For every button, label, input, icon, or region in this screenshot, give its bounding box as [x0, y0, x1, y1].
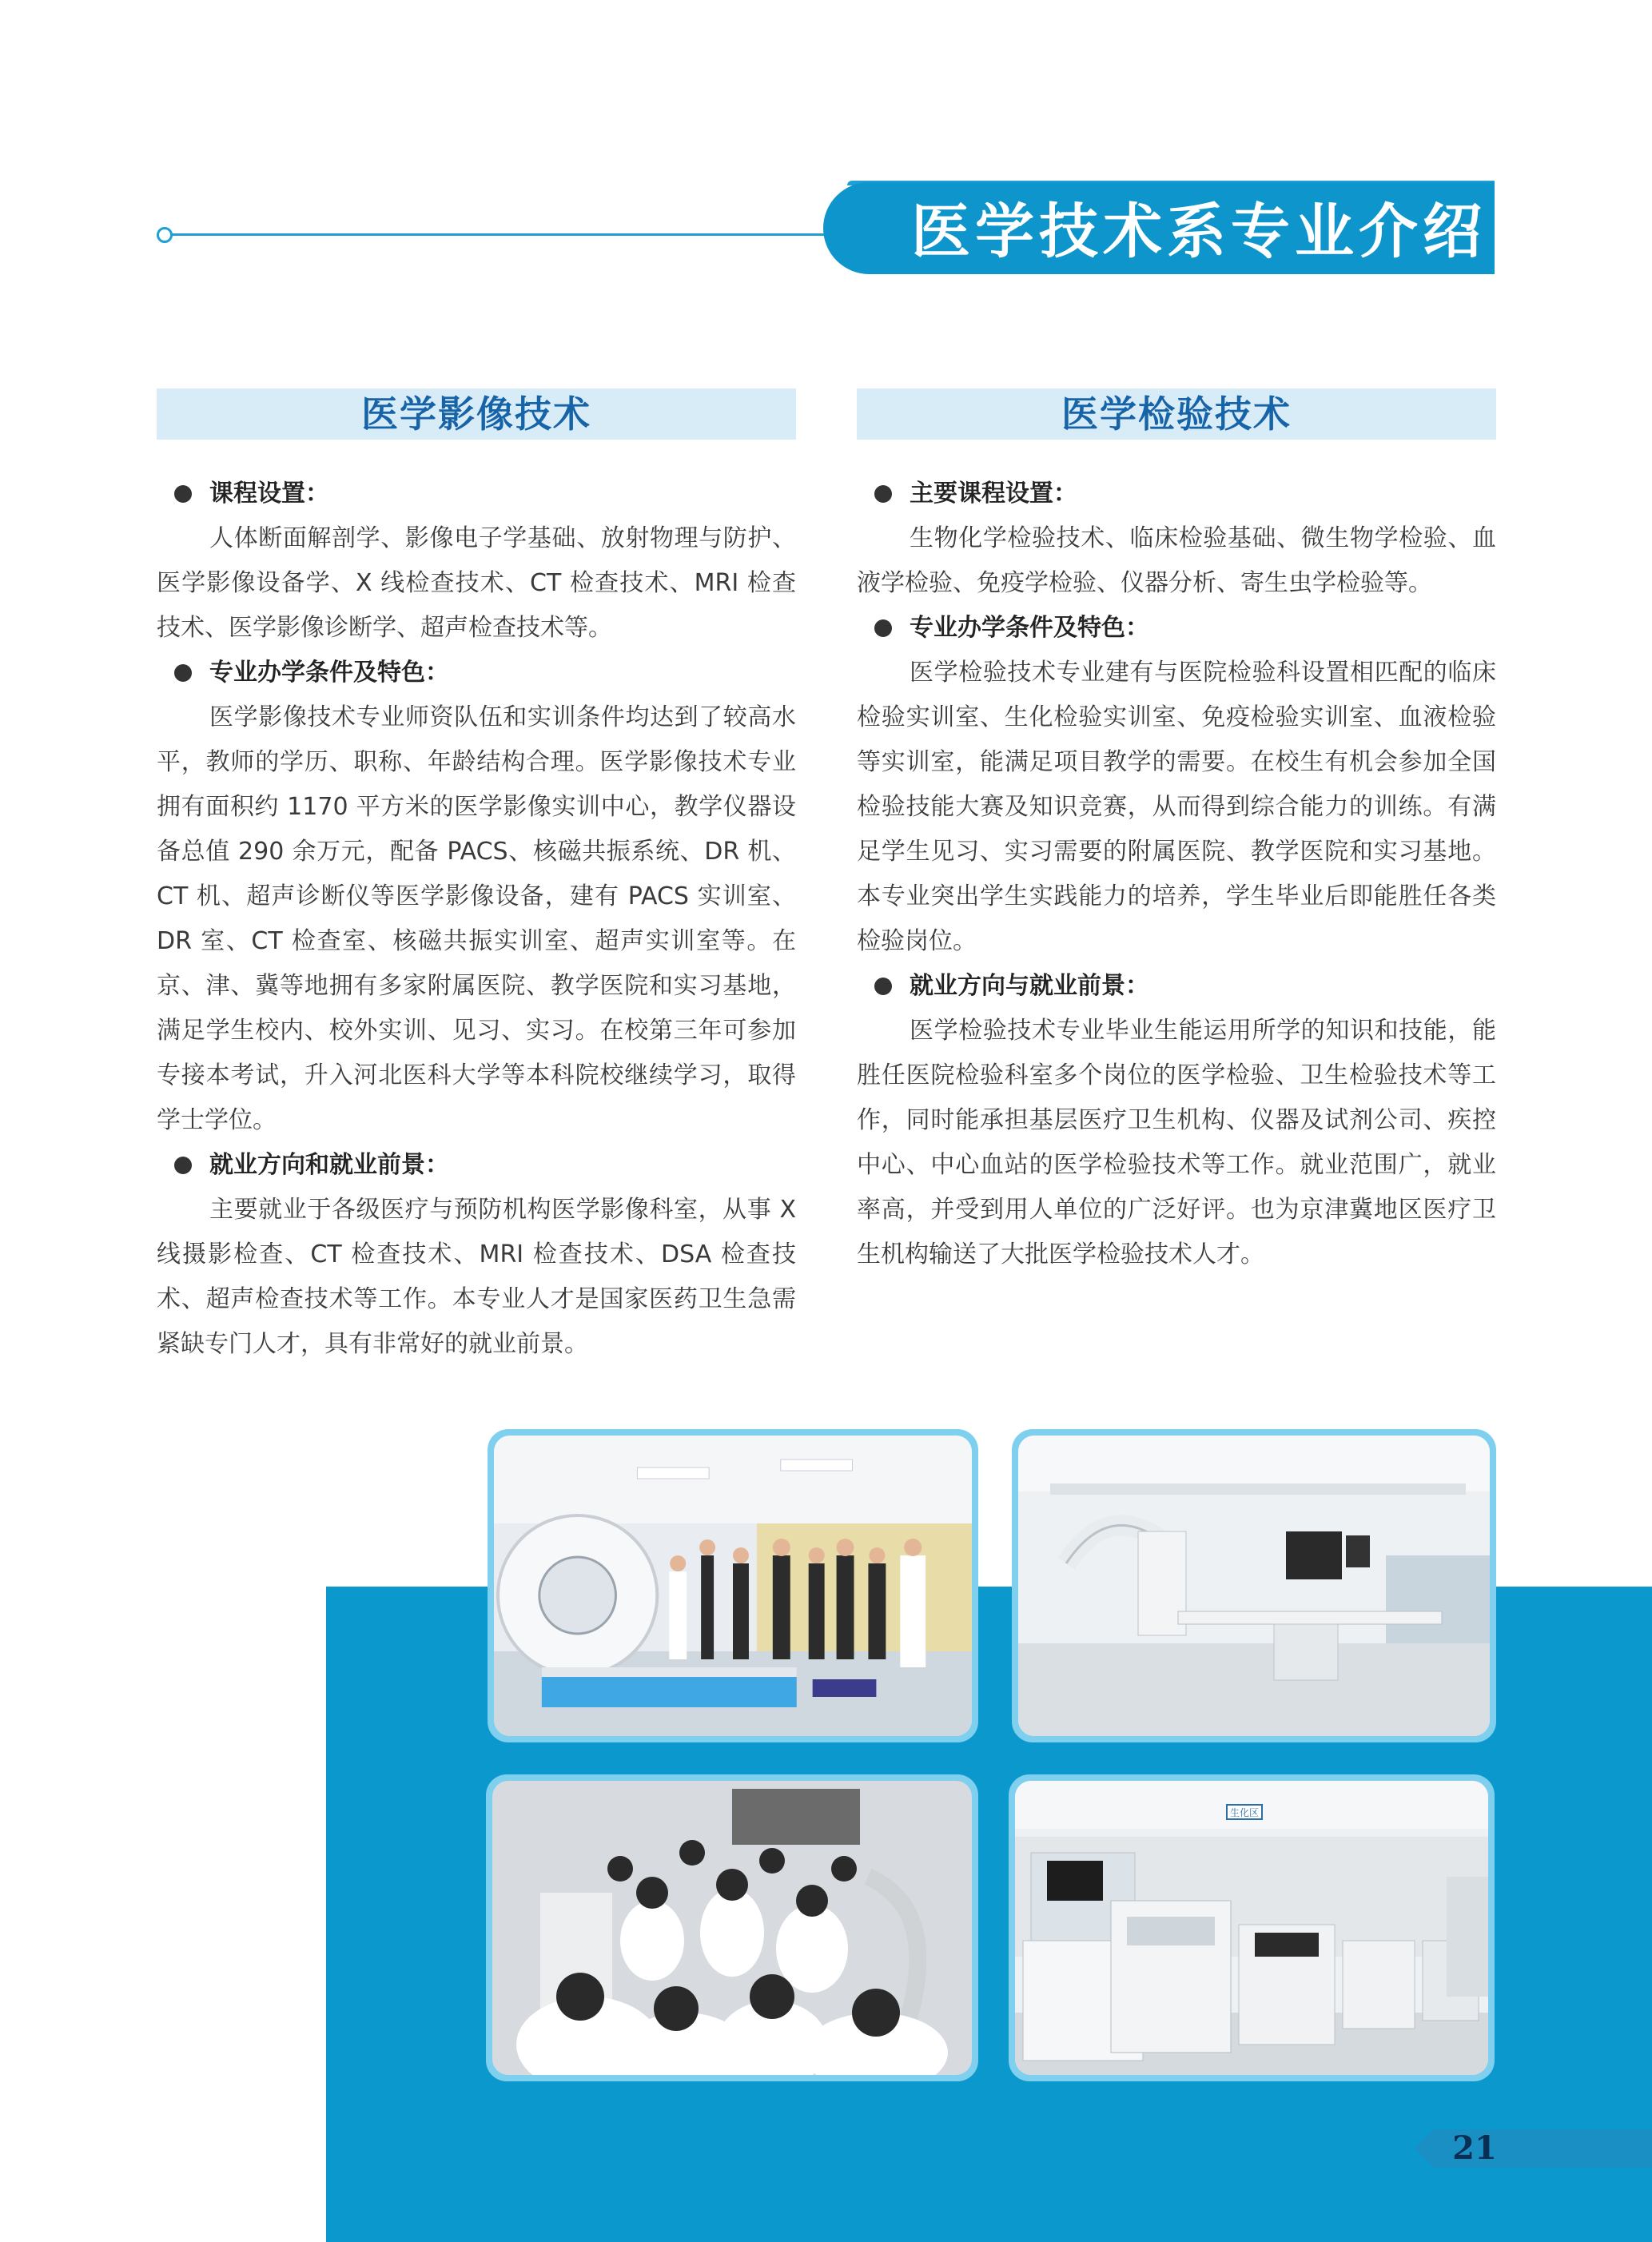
- section-text: 医学影像技术专业师资队伍和实训条件均达到了较高水平，教师的学历、职称、年龄结构合理。医学影像技术专业拥有面积约 1170 平方米的医学影像实训中心，教学仪器设备总值 290 余万元，配备 PACS、核磁共振系统、DR 机、CT 机、超声诊断仪等医学影像设备，建有 PACS 实训室、DR 室、CT 检查室、核磁共振实训室、超声实训室等。在京、津、冀等地拥有多家附属医院、教学医院和实习基地，满足学生校内、校外实训、见习、实习。在校第三年可参加专接本考试，升入河北医科大学等本科院校继续学习，取得学士学位。: [157, 703, 796, 1134]
- bullet-icon: [174, 664, 192, 682]
- bullet-icon: [874, 619, 892, 637]
- dsa-room-illustration: [1018, 1436, 1490, 1736]
- photo-ct-room-image: [494, 1436, 972, 1736]
- page-number: 21: [1452, 2129, 1497, 2167]
- section-title: 专业办学条件及特色：: [857, 606, 1496, 651]
- photo-xray-teaching: [486, 1774, 978, 2081]
- section-text: 主要就业于各级医疗与预防机构医学影像科室，从事 X 线摄影检查、CT 检查技术、MRI 检查技术、DSA 检查技术、超声检查技术等工作。本专业人才是国家医药卫生急需紧缺专门人才，具有非常好的就业前景。: [157, 1196, 796, 1358]
- photo-dsa-room-image: [1018, 1436, 1490, 1736]
- left-column-body: [157, 472, 796, 1367]
- page-title: 医学技术系专业介绍: [911, 197, 1487, 266]
- title-rule: [164, 233, 843, 236]
- title-rule-dot: [157, 227, 173, 243]
- lab-sign: 生化区: [1229, 1807, 1260, 1818]
- section-text: 医学检验技术专业建有与医院检验科设置相匹配的临床检验实训室、生化检验实训室、免疫检验实训室、血液检验等实训室，能满足项目教学的需要。在校生有机会参加全国检验技能大赛及知识竞赛，从而得到综合能力的训练。有满足学生见习、实习需要的附属医院、教学医院和实习基地。本专业突出学生实践能力的培养，学生毕业后即能胜任各类检验岗位。: [857, 659, 1496, 955]
- section-text: 医学检验技术专业毕业生能运用所学的知识和技能，能胜任医院检验科室多个岗位的医学检验、卫生检验技术等工作，同时能承担基层医疗卫生机构、仪器及试剂公司、疾控中心、中心血站的医学检验技术等工作。就业范围广，就业率高，并受到用人单位的广泛好评。也为京津冀地区医疗卫生机构输送了大批医学检验技术人才。: [857, 1017, 1496, 1268]
- xray-teaching-illustration: [492, 1781, 972, 2075]
- photo-ct-room: [488, 1429, 978, 1742]
- ct-scanner-illustration: [494, 1436, 972, 1736]
- section-text: 人体断面解剖学、影像电子学基础、放射物理与防护、医学影像设备学、X 线检查技术、CT 检查技术、MRI 检查技术、医学影像诊断学、超声检查技术等。: [157, 524, 796, 642]
- right-column-heading: 医学检验技术: [857, 388, 1496, 440]
- bullet-icon: [174, 485, 192, 503]
- section-title: 课程设置：: [157, 472, 796, 516]
- bullet-icon: [874, 978, 892, 995]
- section-title: 专业办学条件及特色：: [157, 651, 796, 695]
- bullet-icon: [874, 485, 892, 503]
- section-title: 就业方向与就业前景：: [857, 964, 1496, 1009]
- section-title: 就业方向和就业前景：: [157, 1143, 796, 1188]
- bullet-icon: [174, 1157, 192, 1174]
- section-text: 生物化学检验技术、临床检验基础、微生物学检验、血液学检验、免疫学检验、仪器分析、寄生虫学检验等。: [857, 524, 1496, 597]
- photo-xray-teaching-image: [492, 1781, 972, 2075]
- photo-biochem-lab-image: [1015, 1781, 1488, 2075]
- biochem-lab-illustration: [1015, 1781, 1488, 2075]
- section-title: 主要课程设置：: [857, 472, 1496, 516]
- left-column-heading: 医学影像技术: [157, 388, 796, 440]
- right-column-body: [857, 472, 1496, 1277]
- photo-biochem-lab: [1009, 1774, 1495, 2081]
- photo-dsa-room: [1012, 1429, 1496, 1742]
